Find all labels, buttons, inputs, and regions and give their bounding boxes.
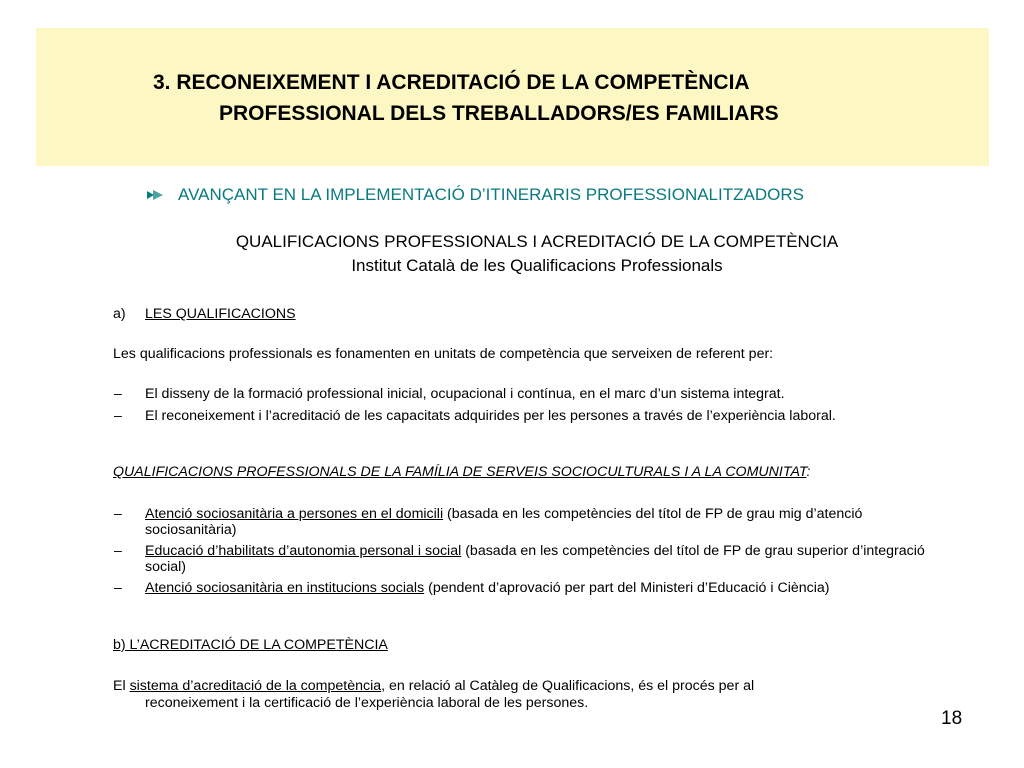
qualification-dash: – [114,543,122,559]
section-a-marker: a) [113,306,126,322]
bullet-item-1: El disseny de la formació professional inicial, ocupacional i contínua, en el marc d’un sistema integrat. [145,386,785,402]
section-a-title: LES QUALIFICACIONS [145,306,296,322]
qualification-item-3 [145,580,935,596]
subtitle: AVANÇANT EN LA IMPLEMENTACIÓ D’ITINERARIS PROFESSIONALITZADORS [178,185,804,204]
heading-institute: Institut Català de les Qualificacions Professionals [351,256,723,275]
final-paragraph-line2: reconeixement i la certificació de l’experiència laboral de les persones. [145,695,589,711]
page-number: 18 [941,708,963,729]
family-heading [113,464,810,480]
qualification-dash: – [114,580,122,596]
qualification-item-1 [145,506,935,538]
accreditation-system-link[interactable]: sistema d’acreditació de la competència [129,678,382,694]
bullet-dash: – [114,408,122,424]
family-heading-text: QUALIFICACIONS PROFESSIONALS DE LA FAMÍLIA DE SERVEIS SOCIOCULTURALS I A LA COMUNITAT [113,464,807,480]
title-banner [36,28,989,166]
intro-paragraph: Les qualificacions professionals es fonamenten en unitats de competència que serveixen de referent per: [113,346,774,362]
bullet-dash: – [114,386,122,402]
qualification-name[interactable]: Atenció sociosanitària a persones en el domicili [145,506,444,522]
qualification-name[interactable]: Atenció sociosanitària en institucions socials [145,580,425,596]
qualification-dash: – [114,506,122,522]
final-paragraph-line1 [113,678,754,694]
heading-qualifications: QUALIFICACIONS PROFESSIONALS I ACREDITACIÓ DE LA COMPETÈNCIA [235,232,839,251]
qualification-detail: (basada en les competències del títol de FP de grau superior d’integració social) [145,543,925,575]
arrow-bullet-icon [146,188,164,202]
slide-title-line2: PROFESSIONAL DELS TREBALLADORS/ES FAMILIARS [219,102,779,125]
qualification-detail: (pendent d’aprovació per part del Ministeri d’Educació i Ciència) [424,580,830,596]
subtitle-row [146,185,804,205]
slide-title-line1: 3. RECONEIXEMENT I ACREDITACIÓ DE LA COMPETÈNCIA [153,71,750,94]
final-prefix: El [113,678,130,694]
final-rest: , en relació al Catàleg de Qualificacions, és el procés per al [381,678,755,694]
family-heading-suffix: : [806,464,811,480]
section-b-title: b) L’ACREDITACIÓ DE LA COMPETÈNCIA [113,637,388,653]
qualification-name[interactable]: Educació d’habilitats d’autonomia personal i social [145,543,462,559]
bullet-item-2: El reconeixement i l’acreditació de les capacitats adquirides per les persones a través de l’experiència laboral. [145,408,836,424]
qualification-detail: (basada en les competències del títol de FP de grau mig d’atenció sociosanitària) [145,506,863,538]
qualification-item-2 [145,543,935,575]
